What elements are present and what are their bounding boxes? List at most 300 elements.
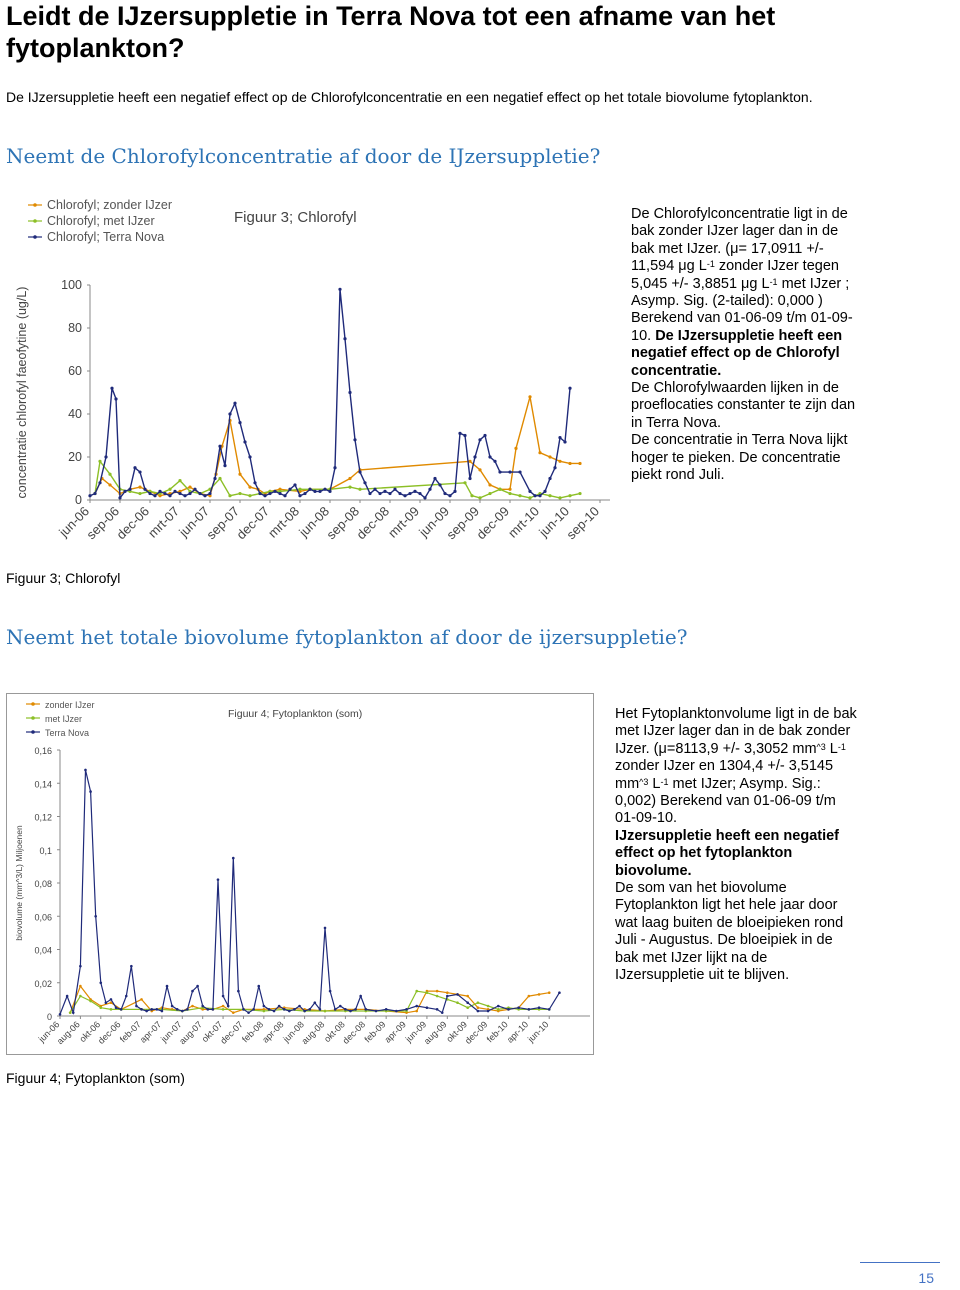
data-point <box>183 494 186 497</box>
y-tick-label: 0,02 <box>34 978 52 989</box>
y-tick-label: 0,08 <box>34 879 52 889</box>
data-point <box>398 492 401 495</box>
x-tick-label: sep-10 <box>563 503 603 543</box>
data-point <box>470 494 473 497</box>
data-point <box>493 460 496 463</box>
x-tick-label: mrt-10 <box>504 503 543 541</box>
x-tick-label: jun-08 <box>295 503 333 540</box>
data-point <box>238 492 241 495</box>
data-point <box>388 492 391 495</box>
page-number: 15 <box>918 1270 934 1286</box>
data-point <box>548 991 551 994</box>
data-point <box>138 470 141 473</box>
data-point <box>528 490 531 493</box>
data-point <box>353 438 356 441</box>
x-tick-label: okt-06 <box>77 1019 103 1045</box>
data-point <box>423 496 426 499</box>
data-point <box>161 1010 164 1013</box>
data-point <box>206 1008 209 1011</box>
data-point <box>303 1010 306 1013</box>
data-point <box>298 488 301 491</box>
data-point <box>252 1008 255 1011</box>
data-point <box>393 488 396 491</box>
data-point <box>298 494 301 497</box>
x-tick-label: jun-08 <box>281 1019 307 1045</box>
x-tick-label: mrt-09 <box>384 503 423 541</box>
data-point <box>313 490 316 493</box>
x-tick-label: dec-09 <box>473 503 513 543</box>
data-point <box>448 494 451 497</box>
legend-label: Chlorofyl; Terra Nova <box>47 230 165 244</box>
data-point <box>198 492 201 495</box>
data-point <box>408 492 411 495</box>
legend-marker <box>31 702 35 706</box>
s1-conclusion: De IJzersuppletie heeft een negatief effect op de Chlorofyl concentratie. <box>631 327 843 379</box>
x-tick-label: aug-07 <box>177 1019 205 1047</box>
y-tick-label: 20 <box>68 450 82 464</box>
data-point <box>473 455 476 458</box>
s1-p1: De Chlorofylconcentratie ligt in de bak zonder IJzer lager dan in de bak met IJzer. (μ= 17,0911 +/- 11,594 μg L <box>631 206 848 275</box>
data-point <box>191 1005 194 1008</box>
data-point <box>125 995 128 998</box>
data-point <box>158 490 161 493</box>
data-point <box>358 470 361 473</box>
data-point <box>528 1008 531 1011</box>
data-point <box>463 434 466 437</box>
x-tick-label: okt-08 <box>322 1019 347 1045</box>
data-point <box>88 494 91 497</box>
y-tick-label: 0,04 <box>34 945 52 956</box>
data-point <box>298 1005 301 1008</box>
data-point <box>405 1008 408 1011</box>
data-point <box>507 1008 510 1011</box>
data-point <box>69 1011 72 1014</box>
data-point <box>508 470 511 473</box>
data-point <box>223 464 226 467</box>
data-point <box>268 492 271 495</box>
data-point <box>456 1001 459 1004</box>
legend-marker <box>31 716 35 720</box>
data-point <box>138 492 141 495</box>
data-point <box>173 490 176 493</box>
data-point <box>385 1008 388 1011</box>
figure4-caption: Figuur 4; Fytoplankton (som) <box>6 1070 185 1086</box>
data-point <box>368 492 371 495</box>
data-point <box>517 1006 520 1009</box>
data-point <box>89 1000 92 1003</box>
s2-p1c-sup: ^3 <box>639 776 649 787</box>
data-point <box>59 1013 62 1016</box>
x-tick-label: jun-07 <box>158 1019 184 1045</box>
x-tick-label: okt-07 <box>199 1019 225 1045</box>
s1-p1-sup: -1 <box>706 259 715 270</box>
data-point <box>558 460 561 463</box>
intro-paragraph: De IJzersuppletie heeft een negatief effect op de Chlorofylconcentratie en een negatief effect op het totale biovolume fytoplankton. <box>6 89 813 105</box>
data-point <box>568 387 571 390</box>
data-point <box>363 481 366 484</box>
data-point <box>114 397 117 400</box>
x-tick-label: dec-09 <box>462 1019 490 1046</box>
data-point <box>339 1005 342 1008</box>
data-point <box>222 1005 225 1008</box>
data-point <box>288 488 291 491</box>
data-point <box>518 470 521 473</box>
data-point <box>201 1005 204 1008</box>
data-point <box>248 494 251 497</box>
data-point <box>478 438 481 441</box>
data-point <box>293 483 296 486</box>
data-point <box>348 391 351 394</box>
data-point <box>428 488 431 491</box>
data-point <box>273 490 276 493</box>
x-tick-label: okt-09 <box>444 1019 470 1045</box>
data-point <box>553 466 556 469</box>
data-point <box>364 1008 367 1011</box>
data-point <box>238 473 241 476</box>
series-line-0 <box>95 397 580 496</box>
y-axis-label: concentratie chlorofyl faeofytine (ug/L) <box>15 286 29 499</box>
data-point <box>128 488 131 491</box>
data-point <box>488 492 491 495</box>
data-point <box>528 995 531 998</box>
y-tick-label: 0,14 <box>34 779 52 790</box>
data-point <box>528 496 531 499</box>
x-tick-label: aug-06 <box>54 1019 82 1047</box>
s1-p3: De concentratie in Terra Nova lijkt hoger te pieken. De concentratie piekt rond Juli. <box>631 432 848 484</box>
y-tick-label: 40 <box>68 407 82 421</box>
data-point <box>578 462 581 465</box>
data-point <box>349 1010 352 1013</box>
x-tick-label: feb-09 <box>362 1019 388 1045</box>
data-point <box>166 985 169 988</box>
section1-heading: Neemt de Chlorofylconcentratie af door de IJzersuppletie? <box>6 144 601 168</box>
data-point <box>426 991 429 994</box>
page-number-rule <box>860 1262 940 1263</box>
data-point <box>314 1001 317 1004</box>
data-point <box>138 486 141 489</box>
data-point <box>308 1008 311 1011</box>
s1-p1c: met IJzer ; Asymp. Sig. (2-tailed): 0,000 ) Berekend van 01-06-09 t/m 01-09-10. <box>631 275 853 344</box>
data-point <box>441 1011 444 1014</box>
data-point <box>498 470 501 473</box>
data-point <box>558 436 561 439</box>
series-line-1 <box>95 461 580 498</box>
data-point <box>426 1006 429 1009</box>
figure3-caption: Figuur 3; Chlorofyl <box>6 570 121 586</box>
data-point <box>163 492 166 495</box>
x-tick-label: jun-06 <box>55 503 93 540</box>
data-point <box>253 481 256 484</box>
data-point <box>110 1008 113 1011</box>
data-point <box>548 455 551 458</box>
data-point <box>218 445 221 448</box>
data-point <box>227 1005 230 1008</box>
y-tick-label: 0 <box>75 493 82 507</box>
data-point <box>395 1010 398 1013</box>
data-point <box>178 492 181 495</box>
data-point <box>528 395 531 398</box>
data-point <box>283 494 286 497</box>
x-tick-label: mrt-08 <box>264 503 303 541</box>
s2-p1: Het Fytoplanktonvolume ligt in de bak met IJzer lager dan in de bak zonder IJzer. (μ=8113,9 +/- 3,3052 mm <box>615 706 857 757</box>
data-point <box>217 878 220 881</box>
data-point <box>263 1010 266 1013</box>
data-point <box>99 981 102 984</box>
data-point <box>488 483 491 486</box>
legend-label: Terra Nova <box>45 728 90 738</box>
data-point <box>257 985 260 988</box>
data-point <box>466 1001 469 1004</box>
data-point <box>303 492 306 495</box>
data-point <box>84 769 87 772</box>
data-point <box>268 1008 271 1011</box>
data-point <box>213 477 216 480</box>
series-line-2 <box>60 770 559 1014</box>
data-point <box>79 995 82 998</box>
data-point <box>263 494 266 497</box>
data-point <box>108 473 111 476</box>
legend-marker <box>31 730 35 734</box>
data-point <box>115 1006 118 1009</box>
x-tick-label: dec-07 <box>233 503 273 543</box>
section1-text <box>631 206 861 485</box>
data-point <box>288 1010 291 1013</box>
y-tick-label: 0,1 <box>39 845 52 856</box>
data-point <box>168 494 171 497</box>
x-tick-label: dec-08 <box>340 1019 368 1046</box>
data-point <box>446 991 449 994</box>
data-point <box>436 1008 439 1011</box>
data-point <box>344 1008 347 1011</box>
data-point <box>443 492 446 495</box>
data-point <box>478 468 481 471</box>
s2-p1-sup: ^3 <box>816 741 826 752</box>
data-point <box>98 460 101 463</box>
data-point <box>328 490 331 493</box>
data-point <box>156 1008 159 1011</box>
data-point <box>418 492 421 495</box>
data-point <box>568 462 571 465</box>
data-point <box>548 477 551 480</box>
data-point <box>558 991 561 994</box>
chlorofyl-chart-svg <box>6 190 616 570</box>
x-tick-label: dec-06 <box>96 1019 123 1046</box>
data-point <box>358 488 361 491</box>
data-point <box>228 412 231 415</box>
x-tick-label: feb-08 <box>240 1019 266 1045</box>
legend-marker <box>33 235 37 239</box>
data-point <box>348 477 351 480</box>
data-point <box>354 1008 357 1011</box>
data-point <box>453 490 456 493</box>
data-point <box>178 479 181 482</box>
s1-p2: De Chlorofylwaarden lijken in de proeflocaties constanter te zijn dan in Terra Nova. <box>631 380 856 431</box>
data-point <box>498 488 501 491</box>
page-title: Leidt de IJzersuppletie in Terra Nova tot een afname van het fytoplankton? <box>6 1 776 63</box>
data-point <box>487 1005 490 1008</box>
data-point <box>413 490 416 493</box>
data-point <box>497 1008 500 1011</box>
data-point <box>568 494 571 497</box>
data-point <box>191 990 194 993</box>
data-point <box>466 995 469 998</box>
s2-p2: De som van het biovolume Fytoplankton ligt het hele jaar door wat laag buiten de bloeipieken rond Juli - Augustus. De bloeipiek in de bak met IJzer lijkt na de IJzersuppletie uit te blijven. <box>615 880 844 984</box>
data-point <box>196 985 199 988</box>
x-tick-label: sep-07 <box>203 503 243 543</box>
x-tick-label: feb-10 <box>484 1019 510 1045</box>
x-tick-label: apr-07 <box>137 1019 164 1045</box>
x-tick-label: aug-09 <box>421 1019 449 1047</box>
y-tick-label: 0,12 <box>34 812 52 823</box>
data-point <box>140 998 143 1001</box>
data-point <box>538 494 541 497</box>
data-point <box>110 998 113 1001</box>
data-point <box>278 492 281 495</box>
data-point <box>333 466 336 469</box>
data-point <box>218 477 221 480</box>
data-point <box>477 1010 480 1013</box>
s1-p1b: zonder IJzer tegen 5,045 +/- 3,8851 μg L <box>631 258 839 292</box>
data-point <box>273 1010 276 1013</box>
legend-label: Chlorofyl; met IJzer <box>47 214 155 228</box>
data-point <box>99 1006 102 1009</box>
data-point <box>323 488 326 491</box>
x-tick-label: apr-09 <box>382 1019 408 1045</box>
data-point <box>72 1011 75 1014</box>
x-tick-label: sep-06 <box>83 503 123 543</box>
data-point <box>508 492 511 495</box>
data-point <box>238 421 241 424</box>
data-point <box>456 993 459 996</box>
data-point <box>343 337 346 340</box>
data-point <box>118 496 121 499</box>
data-point <box>104 455 107 458</box>
data-point <box>308 488 311 491</box>
data-point <box>188 486 191 489</box>
data-point <box>278 1005 281 1008</box>
data-point <box>140 1008 143 1011</box>
data-point <box>79 985 82 988</box>
data-point <box>478 496 481 499</box>
data-point <box>324 1010 327 1013</box>
data-point <box>543 490 546 493</box>
data-point <box>487 1010 490 1013</box>
data-point <box>89 790 92 793</box>
fytoplankton-chart-svg <box>6 693 594 1055</box>
data-point <box>108 483 111 486</box>
data-point <box>188 492 191 495</box>
data-point <box>212 1008 215 1011</box>
x-tick-label: sep-08 <box>323 503 363 543</box>
chart-title: Figuur 4; Fytoplankton (som) <box>228 708 363 720</box>
legend-label: Chlorofyl; zonder IJzer <box>47 198 173 212</box>
data-point <box>242 1008 245 1011</box>
data-point <box>186 1008 189 1011</box>
data-point <box>375 1010 378 1013</box>
data-point <box>193 488 196 491</box>
data-point <box>338 288 341 291</box>
data-point <box>436 990 439 993</box>
data-point <box>222 1008 225 1011</box>
x-tick-label: dec-06 <box>113 503 153 543</box>
s2-p1d-sup: -1 <box>660 776 669 787</box>
x-tick-label: feb-07 <box>117 1019 143 1045</box>
data-point <box>477 1001 480 1004</box>
data-point <box>318 490 321 493</box>
data-point <box>468 477 471 480</box>
data-point <box>433 477 436 480</box>
x-tick-label: jun-09 <box>403 1019 429 1045</box>
data-point <box>176 1008 179 1011</box>
data-point <box>488 455 491 458</box>
x-tick-label: jun-07 <box>175 503 213 540</box>
data-point <box>79 965 82 968</box>
s2-p1b: L <box>825 740 838 757</box>
data-point <box>359 995 362 998</box>
legend-label: zonder IJzer <box>45 700 95 710</box>
y-tick-label: 80 <box>68 321 82 335</box>
data-point <box>463 481 466 484</box>
x-tick-label: mrt-07 <box>144 503 183 541</box>
s2-p1b-sup: -1 <box>837 741 846 752</box>
data-point <box>533 494 536 497</box>
data-point <box>558 496 561 499</box>
y-tick-label: 0,16 <box>34 746 52 756</box>
chart-title: Figuur 3; Chlorofyl <box>234 209 357 226</box>
data-point <box>497 1005 500 1008</box>
data-point <box>378 492 381 495</box>
data-point <box>143 488 146 491</box>
data-point <box>415 1005 418 1008</box>
legend-marker <box>33 203 37 207</box>
data-point <box>436 995 439 998</box>
data-point <box>466 1006 469 1009</box>
data-point <box>538 993 541 996</box>
data-point <box>415 1010 418 1013</box>
data-point <box>548 494 551 497</box>
data-point <box>293 1008 296 1011</box>
y-tick-label: 60 <box>68 364 82 378</box>
data-point <box>181 1010 184 1013</box>
data-point <box>283 1008 286 1011</box>
fytoplankton-chart <box>6 693 594 1055</box>
data-point <box>203 494 206 497</box>
data-point <box>348 486 351 489</box>
data-point <box>563 440 566 443</box>
data-point <box>153 494 156 497</box>
data-point <box>319 1008 322 1011</box>
data-point <box>373 488 376 491</box>
data-point <box>168 488 171 491</box>
data-point <box>324 927 327 930</box>
data-point <box>145 1010 148 1013</box>
data-point <box>538 1006 541 1009</box>
data-point <box>66 995 69 998</box>
x-tick-label: jun-10 <box>525 1019 551 1045</box>
x-tick-label: aug-08 <box>299 1019 327 1047</box>
y-tick-label: 100 <box>61 278 82 292</box>
chlorofyl-chart <box>6 190 616 570</box>
x-tick-label: jun-09 <box>415 503 453 540</box>
data-point <box>232 1011 235 1014</box>
data-point <box>483 434 486 437</box>
data-point <box>514 447 517 450</box>
data-point <box>578 492 581 495</box>
data-point <box>243 440 246 443</box>
series-line-2 <box>90 289 570 498</box>
data-point <box>438 483 441 486</box>
data-point <box>334 1008 337 1011</box>
